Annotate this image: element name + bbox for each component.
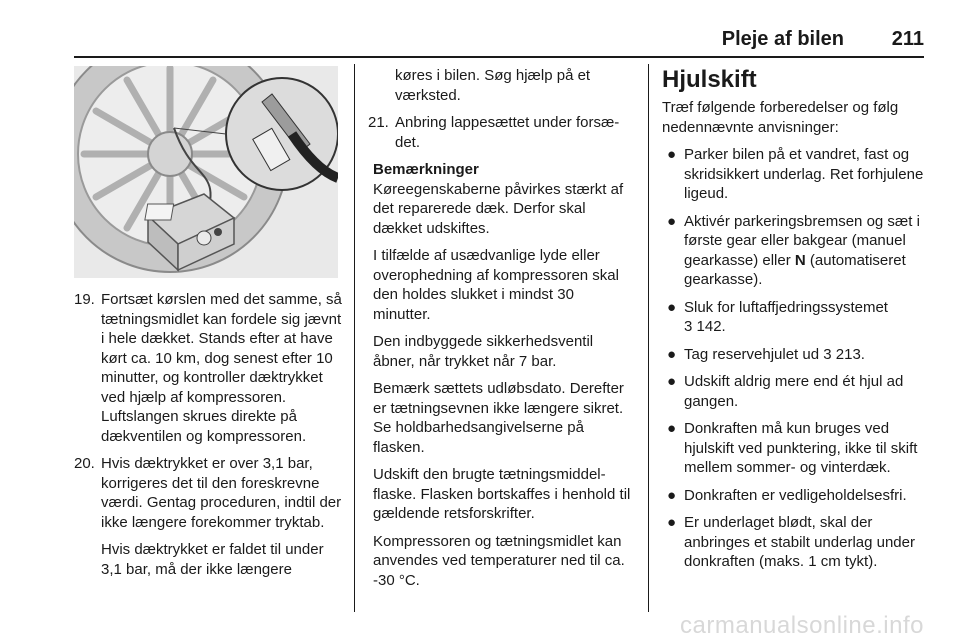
section-heading: Hjulskift — [662, 66, 757, 93]
bullet-icon: ● — [667, 146, 677, 163]
bullet-icon: ● — [667, 345, 677, 363]
step-20-continuation: køres i bilen. Søg hjælp på et værksted. — [395, 67, 591, 104]
page-reference-link[interactable]: 3 213. — [823, 345, 865, 363]
list-item-text: Parker bilen på et vandret, fast og skridsikkert underlag. Ret forhjulene ligeud. — [684, 146, 924, 202]
paragraph: Bemærk sættets udløbsdato. Derefter er tætningsevnen ikke længere sikret. Se holdbarhedsangivelserne på flasken. — [373, 380, 624, 456]
paragraph: Udskift den brugte tætningsmiddelflaske. Flasken bortskaffes i henhold til gældende retsforskrifter. — [373, 466, 631, 522]
list-item — [662, 486, 926, 506]
bullet-icon: ● — [667, 514, 677, 531]
list-item — [662, 298, 926, 337]
bullet-icon: ● — [667, 373, 677, 390]
step-number: 19. — [74, 291, 95, 308]
list-item-text: Donkraften må kun bruges ved hjulskift ved punktering, ikke til skift mellem sommer- og vinterdæk. — [684, 420, 918, 476]
watermark: carmanualsonline.info — [680, 612, 924, 639]
column-1 — [74, 290, 342, 587]
step-21 — [368, 113, 634, 152]
list-item-text: (automatiseret gearkasse). — [684, 251, 906, 288]
page-header — [74, 28, 924, 58]
step-19 — [74, 290, 342, 446]
tire-compressor-illustration — [74, 66, 338, 278]
gear-n-label: N — [794, 251, 806, 269]
step-number: 20. — [74, 455, 95, 472]
paragraph: Kompressoren og tætningsmidlet kan anvendes ved temperaturer ned til ca. -30 °C. — [373, 532, 625, 589]
bullet-icon: ● — [667, 486, 677, 504]
step-text-continued: Hvis dæktrykket er faldet til under 3,1 bar, må der ikke længere — [101, 541, 324, 578]
step-text: Fortsæt kørslen med det samme, så tætningsmidlet kan fordele sig jævnt i hele dækket. Stands efter at have kørt ca. 10 km, dog senest efter 10 minutter, og kontroller dæktrykket ved hjælp af kompressoren. Luftslangen skrues direkte på dækventilen og kompressoren. — [101, 291, 342, 445]
note-heading: Bemærkninger — [373, 161, 479, 178]
list-item-text: Sluk for luftaffjedringssystemet — [684, 298, 888, 316]
intro-text: Træf følgende forberedelser og følg nedennævnte anvisninger: — [662, 99, 899, 136]
list-item — [662, 212, 926, 290]
column-divider-2 — [648, 64, 649, 612]
list-item-text: Er underlaget blødt, skal der anbringes et stabilt underlag under donkraften (maks. 1 cm tykt). — [684, 514, 915, 570]
page-number: 211 — [891, 28, 924, 50]
step-number: 21. — [368, 114, 389, 131]
list-item — [662, 345, 926, 365]
bullet-icon: ● — [667, 298, 677, 316]
header-rule — [74, 56, 924, 58]
column-2 — [368, 66, 634, 598]
column-divider-1 — [354, 64, 355, 612]
list-item — [662, 372, 926, 411]
step-20 — [74, 454, 342, 579]
page-reference-link[interactable]: 3 142. — [684, 318, 726, 335]
paragraph: Den indbyggede sikkerhedsventil åbner, når trykket når 7 bar. — [373, 333, 594, 370]
step-text: Hvis dæktrykket er over 3,1 bar, korrigeres det til den foreskrevne værdi. Gentag proceduren, indtil der ikke længere forekommer tryktab. — [101, 455, 342, 531]
note-text: Køreegenskaberne påvirkes stærkt af det reparerede dæk. Derfor skal dækket udskiftes. — [373, 180, 624, 237]
column-3 — [662, 66, 926, 580]
note-block — [368, 160, 634, 590]
list-item — [662, 419, 926, 478]
bullet-icon: ● — [667, 420, 677, 437]
list-item — [662, 513, 926, 572]
list-item-text: Tag reservehjulet ud — [684, 345, 820, 363]
list-item-text: Aktivér parkeringsbremsen og sæt i første gear eller bakgear (manuel gearkasse) eller — [684, 212, 920, 269]
section-title: Pleje af bilen — [721, 28, 844, 50]
step-text: Anbring lappesættet under forsædet. — [395, 114, 620, 151]
paragraph: I tilfælde af usædvanlige lyde eller overophedning af kompressoren skal den holdes slukket i mindst 30 minutter. — [373, 247, 619, 323]
list-item-text: Udskift aldrig mere end ét hjul ad gangen. — [684, 373, 904, 410]
bullet-icon: ● — [667, 212, 677, 230]
list-item-text: Donkraften er vedligeholdelsesfri. — [684, 486, 907, 504]
list-item — [662, 145, 926, 204]
